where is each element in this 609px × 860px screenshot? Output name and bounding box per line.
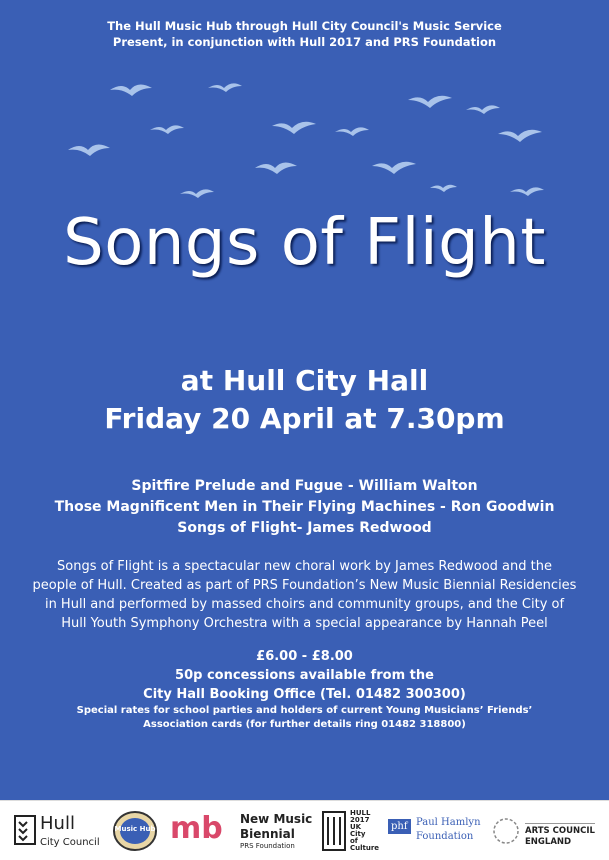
arts-council-england-logo xyxy=(492,809,602,853)
music-hub-logo xyxy=(112,809,160,853)
bird-icon xyxy=(180,189,214,198)
nmb-line-3: PRS Foundation xyxy=(240,842,295,850)
hull-2017-logo xyxy=(322,809,384,853)
ace-line-1: ARTS COUNCIL xyxy=(525,826,595,836)
ace-line-2: ENGLAND xyxy=(525,837,572,847)
event-description xyxy=(28,557,581,633)
bird-icon xyxy=(466,105,500,114)
hull-2017-line: 2017 xyxy=(350,816,370,824)
bird-icon xyxy=(408,96,452,108)
arts-council-ring-icon xyxy=(492,817,520,845)
new-music-biennial-logo xyxy=(170,809,320,853)
program-list xyxy=(0,476,609,539)
hull-2017-line: Culture xyxy=(350,844,380,852)
bird-icon xyxy=(272,122,316,134)
venue-info xyxy=(0,362,609,438)
phf-line-1: Paul Hamlyn xyxy=(416,817,481,828)
hull-2017-line: UK xyxy=(350,823,362,831)
intro-line-1: The Hull Music Hub through Hull City Council's Music Service xyxy=(107,19,502,33)
hull-2017-line: of xyxy=(350,837,358,845)
description-line: people of Hull. Created as part of PRS Foundation’s New Music Biennial Residencies xyxy=(32,578,577,593)
ticket-info xyxy=(0,647,609,732)
hull-city-council-logo xyxy=(14,809,104,853)
event-title: Songs of Flight xyxy=(63,206,546,280)
hull-2017-text xyxy=(350,810,379,852)
ticket-price: £6.00 - £8.00 xyxy=(256,649,353,664)
program-item: Those Magnificent Men in Their Flying Machines - Ron Goodwin xyxy=(54,499,555,515)
nmb-mark: mb xyxy=(170,811,223,846)
bird-icon xyxy=(150,125,184,134)
special-rates-line: Special rates for school parties and holders of current Young Musicians’ Friends’ xyxy=(76,705,533,716)
phf-mark: phf xyxy=(388,819,411,834)
bird-icon xyxy=(110,84,152,96)
nmb-line-1: New Music xyxy=(240,812,313,826)
booking-office: City Hall Booking Office (Tel. 01482 300300) xyxy=(143,687,466,702)
description-line: in Hull and performed by massed choirs and community groups, and the City of xyxy=(44,597,565,612)
music-hub-text: Music Hub xyxy=(114,825,156,833)
phf-line-2: Foundation xyxy=(416,831,474,842)
birds-illustration xyxy=(0,70,609,210)
program-item: Songs of Flight- James Redwood xyxy=(177,520,432,536)
nmb-line-2: Biennial xyxy=(240,827,295,841)
hull-2017-mark-icon xyxy=(322,811,346,851)
hull-sub: City Council xyxy=(40,837,100,848)
crest-icon xyxy=(14,815,36,845)
concessions-text: 50p concessions available from the xyxy=(175,668,434,683)
hull-2017-line: City xyxy=(350,830,366,838)
sponsor-logos xyxy=(0,800,609,860)
bird-icon xyxy=(68,144,110,156)
ace-rule xyxy=(525,823,595,824)
bird-icon xyxy=(208,83,242,92)
hull-name: Hull xyxy=(40,813,75,834)
paul-hamlyn-foundation-logo xyxy=(388,809,486,853)
bird-icon xyxy=(255,162,297,174)
date-line: Friday 20 April at 7.30pm xyxy=(104,402,505,435)
bird-icon xyxy=(498,130,542,142)
intro-text xyxy=(0,18,609,50)
description-line: Hull Youth Symphony Orchestra with a special appearance by Hannah Peel xyxy=(61,616,548,631)
program-item: Spitfire Prelude and Fugue - William Walton xyxy=(131,478,478,494)
venue-line: at Hull City Hall xyxy=(180,364,429,397)
intro-line-2: Present, in conjunction with Hull 2017 and PRS Foundation xyxy=(112,35,497,49)
description-line: Songs of Flight is a spectacular new choral work by James Redwood and the xyxy=(57,559,552,574)
bird-icon xyxy=(430,185,457,192)
hull-2017-line: HULL xyxy=(350,809,371,817)
bird-icon xyxy=(372,162,416,174)
bird-icon xyxy=(510,187,544,196)
bird-icon xyxy=(335,127,369,136)
special-rates-line: Association cards (for further details ring 01482 318800) xyxy=(143,719,466,730)
